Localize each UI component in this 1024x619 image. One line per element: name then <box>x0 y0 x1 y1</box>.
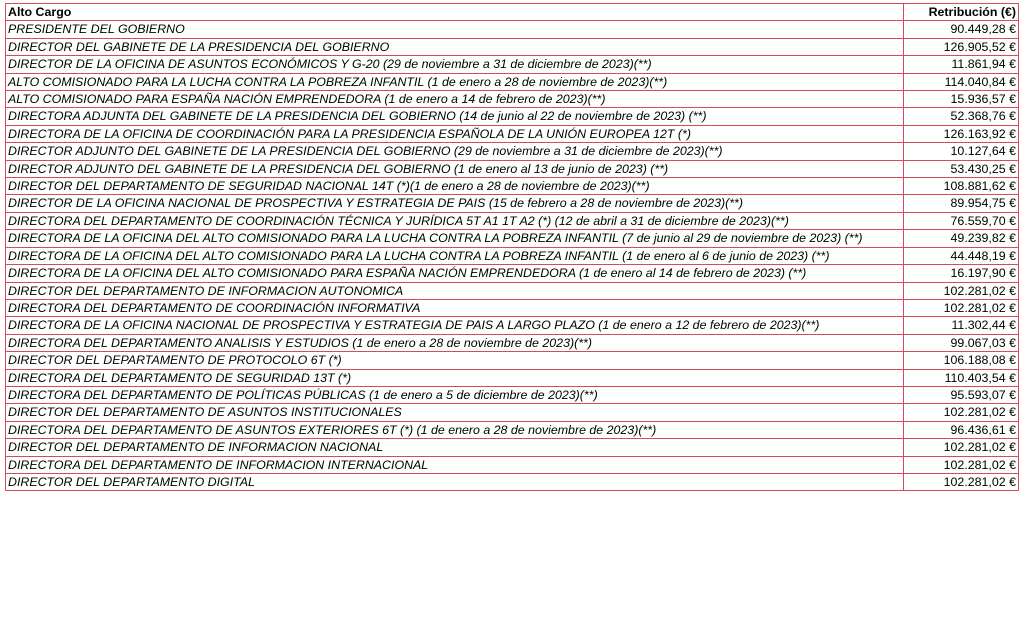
table-row <box>6 421 1019 438</box>
cargo-cell: DIRECTORA DEL DEPARTAMENTO ANALISIS Y ESTUDIOS (1 de enero a 28 de noviembre de 2023)(**) <box>6 334 904 351</box>
retribucion-cell: 126.163,92 € <box>904 125 1019 142</box>
retribucion-cell: 53.430,25 € <box>904 160 1019 177</box>
cargo-cell: DIRECTORA DEL DEPARTAMENTO DE INFORMACION INTERNACIONAL <box>6 456 904 473</box>
retribucion-cell: 108.881,62 € <box>904 178 1019 195</box>
retribucion-cell: 102.281,02 € <box>904 456 1019 473</box>
table-row <box>6 439 1019 456</box>
salary-table <box>5 3 1019 491</box>
cargo-cell: DIRECTOR DEL DEPARTAMENTO DE SEGURIDAD NACIONAL 14T (*)(1 de enero a 28 de noviembre de 2023)(**) <box>6 178 904 195</box>
cargo-cell: DIRECTORA ADJUNTA DEL GABINETE DE LA PRESIDENCIA DEL GOBIERNO (14 de junio al 22 de noviembre de 2023) (**) <box>6 108 904 125</box>
cargo-cell: DIRECTOR DEL DEPARTAMENTO DIGITAL <box>6 473 904 490</box>
table-row <box>6 143 1019 160</box>
retribucion-cell: 95.593,07 € <box>904 386 1019 403</box>
table-body <box>6 21 1019 491</box>
retribucion-cell: 99.067,03 € <box>904 334 1019 351</box>
retribucion-cell: 106.188,08 € <box>904 352 1019 369</box>
cargo-cell: DIRECTORA DE LA OFICINA DEL ALTO COMISIONADO PARA ESPAÑA NACIÓN EMPRENDEDORA (1 de enero al 14 de febrero de 2023) (**) <box>6 265 904 282</box>
cargo-cell: DIRECTOR DE LA OFICINA NACIONAL DE PROSPECTIVA Y ESTRATEGIA DE PAIS (15 de febrero a 28 de noviembre de 2023)(**) <box>6 195 904 212</box>
cargo-cell: DIRECTOR DE LA OFICINA DE ASUNTOS ECONÓMICOS Y G-20 (29 de noviembre a 31 de diciembre de 2023)(**) <box>6 56 904 73</box>
cargo-cell: DIRECTOR DEL DEPARTAMENTO DE ASUNTOS INSTITUCIONALES <box>6 404 904 421</box>
retribucion-cell: 15.936,57 € <box>904 91 1019 108</box>
retribucion-cell: 52.368,76 € <box>904 108 1019 125</box>
table-row <box>6 230 1019 247</box>
cargo-cell: DIRECTOR ADJUNTO DEL GABINETE DE LA PRESIDENCIA DEL GOBIERNO (1 de enero al 13 de junio de 2023) (**) <box>6 160 904 177</box>
cargo-cell: DIRECTORA DEL DEPARTAMENTO DE SEGURIDAD 13T (*) <box>6 369 904 386</box>
cargo-cell: DIRECTOR DEL DEPARTAMENTO DE INFORMACION AUTONOMICA <box>6 282 904 299</box>
cargo-cell: DIRECTORA DEL DEPARTAMENTO DE COORDINACIÓN TÉCNICA Y JURÍDICA 5T A1 1T A2 (*) (12 de abril a 31 de diciembre de 2023)(**) <box>6 212 904 229</box>
cargo-cell: DIRECTORA DE LA OFICINA DEL ALTO COMISIONADO PARA LA LUCHA CONTRA LA POBREZA INFANTIL (1 de enero al 6 de junio de 2023) (**) <box>6 247 904 264</box>
table-row <box>6 456 1019 473</box>
table-row <box>6 73 1019 90</box>
table-header-row <box>6 4 1019 21</box>
retribucion-cell: 102.281,02 € <box>904 404 1019 421</box>
cargo-cell: DIRECTORA DE LA OFICINA NACIONAL DE PROSPECTIVA Y ESTRATEGIA DE PAIS A LARGO PLAZO (1 de enero a 12 de febrero de 2023)(**) <box>6 317 904 334</box>
cargo-cell: ALTO COMISIONADO PARA ESPAÑA NACIÓN EMPRENDEDORA (1 de enero a 14 de febrero de 2023)(**) <box>6 91 904 108</box>
retribucion-cell: 126.905,52 € <box>904 38 1019 55</box>
header-retribucion: Retribución (€) <box>904 4 1019 21</box>
table-row <box>6 299 1019 316</box>
retribucion-cell: 16.197,90 € <box>904 265 1019 282</box>
table-row <box>6 212 1019 229</box>
retribucion-cell: 90.449,28 € <box>904 21 1019 38</box>
table-row <box>6 282 1019 299</box>
table-row <box>6 352 1019 369</box>
table-row <box>6 334 1019 351</box>
table-row <box>6 386 1019 403</box>
cargo-cell: DIRECTOR DEL DEPARTAMENTO DE INFORMACION NACIONAL <box>6 439 904 456</box>
salary-table-container <box>5 3 1018 491</box>
cargo-cell: ALTO COMISIONADO PARA LA LUCHA CONTRA LA POBREZA INFANTIL (1 de enero a 28 de noviembre de 2023)(**) <box>6 73 904 90</box>
table-row <box>6 38 1019 55</box>
retribucion-cell: 44.448,19 € <box>904 247 1019 264</box>
retribucion-cell: 102.281,02 € <box>904 299 1019 316</box>
cargo-cell: PRESIDENTE DEL GOBIERNO <box>6 21 904 38</box>
header-alto-cargo: Alto Cargo <box>6 4 904 21</box>
retribucion-cell: 102.281,02 € <box>904 439 1019 456</box>
cargo-cell: DIRECTOR DEL GABINETE DE LA PRESIDENCIA DEL GOBIERNO <box>6 38 904 55</box>
table-row <box>6 21 1019 38</box>
table-row <box>6 473 1019 490</box>
cargo-cell: DIRECTORA DE LA OFICINA DE COORDINACIÓN PARA LA PRESIDENCIA ESPAÑOLA DE LA UNIÓN EUROPEA 12T (*) <box>6 125 904 142</box>
cargo-cell: DIRECTOR ADJUNTO DEL GABINETE DE LA PRESIDENCIA DEL GOBIERNO (29 de noviembre a 31 de diciembre de 2023)(**) <box>6 143 904 160</box>
retribucion-cell: 96.436,61 € <box>904 421 1019 438</box>
retribucion-cell: 102.281,02 € <box>904 473 1019 490</box>
table-row <box>6 369 1019 386</box>
table-row <box>6 56 1019 73</box>
table-row <box>6 178 1019 195</box>
retribucion-cell: 11.302,44 € <box>904 317 1019 334</box>
retribucion-cell: 110.403,54 € <box>904 369 1019 386</box>
table-row <box>6 108 1019 125</box>
table-row <box>6 160 1019 177</box>
cargo-cell: DIRECTORA DEL DEPARTAMENTO DE COORDINACIÓN INFORMATIVA <box>6 299 904 316</box>
retribucion-cell: 102.281,02 € <box>904 282 1019 299</box>
table-row <box>6 404 1019 421</box>
table-row <box>6 247 1019 264</box>
retribucion-cell: 11.861,94 € <box>904 56 1019 73</box>
retribucion-cell: 76.559,70 € <box>904 212 1019 229</box>
table-row <box>6 265 1019 282</box>
cargo-cell: DIRECTORA DE LA OFICINA DEL ALTO COMISIONADO PARA LA LUCHA CONTRA LA POBREZA INFANTIL (7 de junio al 29 de noviembre de 2023) (**) <box>6 230 904 247</box>
cargo-cell: DIRECTORA DEL DEPARTAMENTO DE POLÍTICAS PÚBLICAS (1 de enero a 5 de diciembre de 2023)(**) <box>6 386 904 403</box>
retribucion-cell: 89.954,75 € <box>904 195 1019 212</box>
table-row <box>6 125 1019 142</box>
retribucion-cell: 114.040,84 € <box>904 73 1019 90</box>
cargo-cell: DIRECTORA DEL DEPARTAMENTO DE ASUNTOS EXTERIORES 6T (*) (1 de enero a 28 de noviembre de 2023)(**) <box>6 421 904 438</box>
table-row <box>6 91 1019 108</box>
retribucion-cell: 49.239,82 € <box>904 230 1019 247</box>
cargo-cell: DIRECTOR DEL DEPARTAMENTO DE PROTOCOLO 6T (*) <box>6 352 904 369</box>
table-row <box>6 195 1019 212</box>
table-row <box>6 317 1019 334</box>
retribucion-cell: 10.127,64 € <box>904 143 1019 160</box>
